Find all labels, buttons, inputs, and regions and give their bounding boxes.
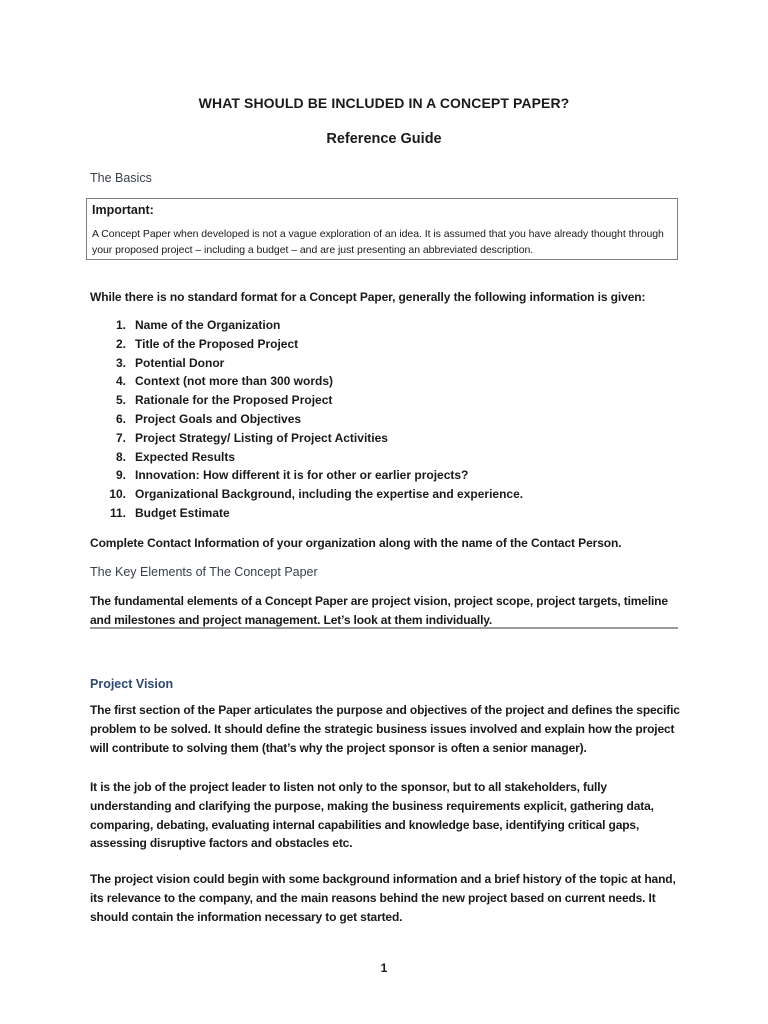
list-item <box>90 374 650 393</box>
list-item <box>90 487 650 506</box>
list-item-text: Expected Results <box>135 449 236 464</box>
list-item <box>90 506 650 525</box>
list-item-text: Name of the Organization <box>135 318 281 332</box>
list-item <box>90 468 650 487</box>
list-item-number: 5. <box>115 393 126 408</box>
list-item-number: 11. <box>109 505 126 520</box>
key-elements-heading: The Key Elements of The Concept Paper <box>90 565 318 579</box>
list-item <box>90 337 650 356</box>
information-list <box>90 318 650 525</box>
list-item-text: Potential Donor <box>135 355 225 370</box>
document-subtitle: Reference Guide <box>326 131 442 147</box>
list-item-number: 1. <box>115 318 126 332</box>
list-item-number: 9. <box>115 468 126 483</box>
important-callout-box <box>86 198 678 260</box>
list-item <box>90 450 650 469</box>
list-item-number: 2. <box>115 336 126 351</box>
list-item <box>90 412 650 431</box>
project-vision-paragraph-1: The first section of the Paper articulates the purpose and objectives of the project and defines the specific problem to be solved. It should define the strategic business issues involved and explain how the project will contribute to solving them (that’s why the project sponsor is often a senior manager). <box>90 703 680 755</box>
list-item <box>90 393 650 412</box>
list-item-number: 10. <box>109 487 126 502</box>
basics-heading: The Basics <box>90 171 152 185</box>
list-item-text: Rationale for the Proposed Project <box>135 393 333 408</box>
page-number: 1 <box>380 961 388 975</box>
project-vision-paragraph-2: It is the job of the project leader to listen not only to the sponsor, but to all stakeholders, fully understanding and clarifying the purpose, making the business requirements explicit, gathering data, comparing, debating, evaluating internal capabilities and knowledge base, identifying critical gaps, assessing disruptive factors and obstacles etc. <box>90 780 654 851</box>
list-item-number: 4. <box>115 374 126 389</box>
list-item-text: Organizational Background, including the expertise and experience. <box>135 487 524 502</box>
list-item-number: 6. <box>115 411 126 426</box>
list-item <box>90 318 650 337</box>
list-item-number: 7. <box>115 430 126 445</box>
list-item-text: Title of the Proposed Project <box>135 336 299 351</box>
list-item-number: 3. <box>115 355 126 370</box>
list-item-text: Project Goals and Objectives <box>135 411 302 426</box>
list-item-text: Project Strategy/ Listing of Project Activities <box>135 430 388 445</box>
list-item-text: Budget Estimate <box>135 505 230 520</box>
fundamental-elements-paragraph: The fundamental elements of a Concept Paper are project vision, project scope, project targets, timeline and milestones and project management. Let’s look at them individually. <box>90 594 668 627</box>
list-item <box>90 356 650 375</box>
intro-paragraph: While there is no standard format for a Concept Paper, generally the following information is given: <box>90 290 646 304</box>
document-title: WHAT SHOULD BE INCLUDED IN A CONCEPT PAPER? <box>198 95 570 111</box>
section-divider <box>90 627 678 629</box>
list-item-number: 8. <box>115 449 126 464</box>
contact-info-paragraph: Complete Contact Information of your organization along with the name of the Contact Person. <box>90 536 622 550</box>
project-vision-paragraph-3: The project vision could begin with some background information and a brief history of the topic at hand, its relevance to the company, and the main reasons behind the new project based on current needs. It should contain the information necessary to get started. <box>90 872 676 924</box>
project-vision-heading: Project Vision <box>90 677 174 691</box>
list-item-text: Innovation: How different it is for other or earlier projects? <box>135 468 469 483</box>
important-heading: Important: <box>92 203 154 217</box>
important-text: A Concept Paper when developed is not a vague exploration of an idea. It is assumed that you have already thought through your proposed project – including a budget – and are just presenting an abbreviated description. <box>92 228 664 256</box>
list-item <box>90 431 650 450</box>
list-item-text: Context (not more than 300 words) <box>135 374 334 389</box>
